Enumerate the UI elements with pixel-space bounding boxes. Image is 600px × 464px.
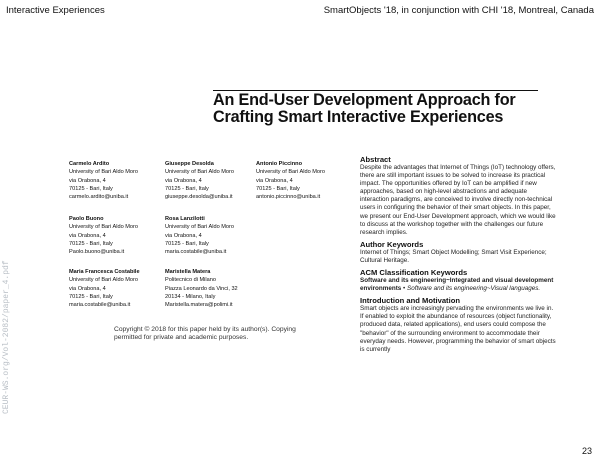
paper-title: An End-User Development Approach for Crafting Smart Interactive Experiences bbox=[213, 91, 516, 126]
author-street: via Orabona, 4 bbox=[69, 177, 106, 184]
page-number: 23 bbox=[581, 446, 592, 456]
abstract-text: Despite the advantages that Internet of Things (IoT) technology offers, there are still important issues to be solved to increase its practical impact. The opportunities offered by IoT can be amplified if new approaches, based on high-level abstractions and adequate interaction paradigms, are conceived to involve directly non-technical users in configuring the behavior of their smart objects. In this paper, we present our End-User Development approach, which we would like to discuss at the workshop together with the challenges our future research implies. bbox=[360, 164, 556, 236]
author-city: 20134 - Milano, Italy bbox=[165, 293, 216, 300]
author-affiliation: University of Bari Aldo Moro bbox=[165, 169, 235, 176]
abstract-heading: Abstract bbox=[360, 155, 391, 164]
author-email: Paolo.buono@uniba.it bbox=[69, 249, 125, 256]
author-card bbox=[165, 268, 265, 309]
acm-italic-text: Software and its engineering~Visual languages. bbox=[407, 285, 541, 293]
author-card bbox=[69, 268, 169, 309]
author-email: maria.costabile@uniba.it bbox=[165, 249, 227, 256]
author-street: via Orabona, 4 bbox=[165, 177, 202, 184]
author-email: carmelo.ardito@uniba.it bbox=[69, 194, 129, 201]
author-city: 70125 - Bari, Italy bbox=[165, 240, 209, 247]
running-header-left: Interactive Experiences bbox=[6, 5, 105, 16]
author-card bbox=[256, 160, 356, 201]
keywords-heading: Author Keywords bbox=[360, 239, 424, 249]
author-affiliation: University of Bari Aldo Moro bbox=[256, 169, 326, 176]
author-street: via Orabona, 4 bbox=[165, 232, 202, 239]
right-column bbox=[360, 153, 556, 357]
author-card bbox=[165, 215, 265, 256]
acm-classification bbox=[360, 277, 556, 293]
author-city: 70125 - Bari, Italy bbox=[69, 293, 113, 300]
author-name: Antonio Piccinno bbox=[256, 161, 302, 167]
author-name: Giuseppe Desolda bbox=[165, 161, 214, 167]
author-card bbox=[69, 215, 169, 256]
author-email: giuseppe.desolda@uniba.it bbox=[165, 194, 233, 201]
author-city: 70125 - Bari, Italy bbox=[69, 240, 113, 247]
author-email: maria.costabile@uniba.it bbox=[69, 302, 131, 309]
author-affiliation: University of Bari Aldo Moro bbox=[165, 224, 235, 231]
author-street: via Orabona, 4 bbox=[69, 285, 106, 292]
running-header-right: SmartObjects '18, in conjunction with CHI '18, Montreal, Canada bbox=[323, 5, 594, 16]
author-affiliation: University of Bari Aldo Moro bbox=[69, 224, 139, 231]
keywords-text: Internet of Things; Smart Object Modelling; Smart Visit Experience; Cultural Heritage. bbox=[360, 248, 547, 264]
author-name: Carmelo Ardito bbox=[69, 161, 110, 167]
acm-separator: • bbox=[401, 285, 408, 293]
author-affiliation: Politecnico di Milano bbox=[165, 277, 216, 284]
author-card bbox=[165, 160, 265, 201]
author-name: Paolo Buono bbox=[69, 216, 104, 222]
author-street: via Orabona, 4 bbox=[69, 232, 106, 239]
ceur-sidebar-stamp: CEUR-WS.org/Vol-2082/paper_4.pdf bbox=[2, 260, 11, 414]
acm-heading: ACM Classification Keywords bbox=[360, 268, 468, 278]
author-name: Maria Francesca Costabile bbox=[69, 269, 140, 275]
author-street: Piazza Leonardo da Vinci, 32 bbox=[165, 285, 238, 292]
author-city: 70125 - Bari, Italy bbox=[165, 185, 209, 192]
author-affiliation: University of Bari Aldo Moro bbox=[69, 169, 139, 176]
author-affiliation: University of Bari Aldo Moro bbox=[69, 277, 139, 284]
author-email: antonio.piccinno@uniba.it bbox=[256, 194, 321, 201]
intro-text: Smart objects are increasingly pervading the environments we live in. If enabled to exploit the abundance of resources (object functionality, produced data, related applications), end users could compose the "behavior" of the surrounding environment to accommodate their everyday needs. However, programming the behavior of smart objects is currently bbox=[360, 305, 556, 353]
author-city: 70125 - Bari, Italy bbox=[69, 185, 113, 192]
copyright-notice: Copyright © 2018 for this paper held by its author(s). Copying permitted for private and academic purposes. bbox=[114, 326, 296, 342]
author-street: via Orabona, 4 bbox=[256, 177, 293, 184]
author-card bbox=[69, 160, 169, 201]
author-city: 70125 - Bari, Italy bbox=[256, 185, 300, 192]
acm-bold-text: Software and its engineering~Integrated and visual development environments bbox=[360, 277, 554, 293]
author-name: Maristella Matera bbox=[165, 269, 211, 275]
author-email: Maristella.matera@polimi.it bbox=[165, 302, 233, 309]
intro-heading: Introduction and Motivation bbox=[360, 296, 460, 306]
author-name: Rosa Lanzilotti bbox=[165, 216, 205, 222]
